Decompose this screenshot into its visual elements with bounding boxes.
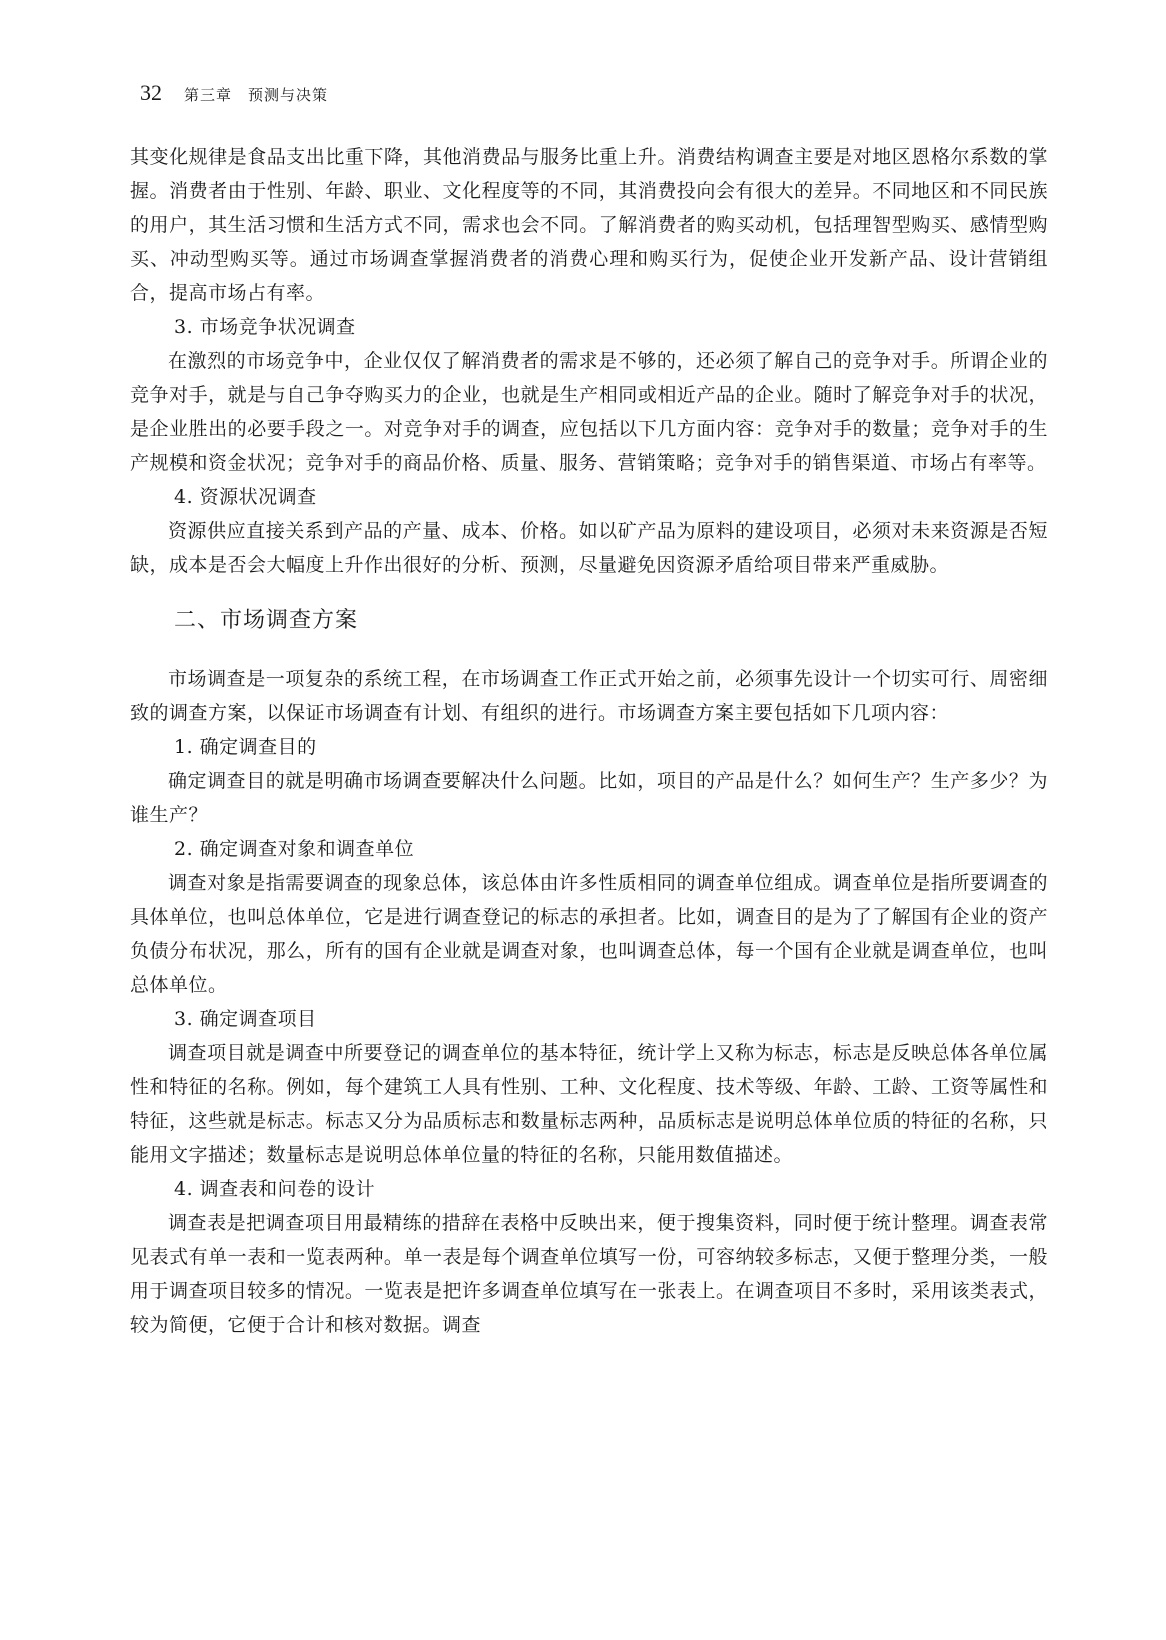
paragraph-competition: 在激烈的市场竞争中，企业仅仅了解消费者的需求是不够的，还必须了解自己的竞争对手。所谓企业的竞争对手，就是与自己争夺购买力的企业，也就是生产相同或相近产品的企业。随时了解竞争对手的状况，是企业胜出的必要手段之一。对竞争对手的调查，应包括以下几方面内容：竞争对手的数量；竞争对手的生产规模和资金状况；竞争对手的商品价格、质量、服务、营销策略；竞争对手的销售渠道、市场占有率等。 <box>130 350 1048 474</box>
chapter-title: 第三章 预测与决策 <box>184 86 329 104</box>
paragraph-resources: 资源供应直接关系到产品的产量、成本、价格。如以矿产品为原料的建设项目，必须对未来资源是否短缺，成本是否会大幅度上升作出很好的分析、预测，尽量避免因资源矛盾给项目带来严重威胁。 <box>130 520 1048 576</box>
body-text <box>130 140 1048 1342</box>
page-number: 32 <box>140 80 162 105</box>
section-heading-survey-plan: 二、市场调查方案 <box>174 608 359 633</box>
paragraph-survey-items: 调查项目就是调查中所要登记的调查单位的基本特征，统计学上又称为标志，标志是反映总体各单位属性和特征的名称。例如，每个建筑工人具有性别、工种、文化程度、技术等级、年龄、工龄、工资等属性和特征，这些就是标志。标志又分为品质标志和数量标志两种，品质标志是说明总体单位质的特征的名称，只能用文字描述；数量标志是说明总体单位量的特征的名称，只能用数值描述。 <box>130 1042 1048 1166</box>
page-header <box>140 80 328 114</box>
paragraph-survey-plan-intro: 市场调查是一项复杂的系统工程，在市场调查工作正式开始之前，必须事先设计一个切实可行、周密细致的调查方案，以保证市场调查有计划、有组织的进行。市场调查方案主要包括如下几项内容： <box>130 668 1048 724</box>
paragraph-questionnaire-design: 调查表是把调查项目用最精练的措辞在表格中反映出来，便于搜集资料，同时便于统计整理。调查表常见表式有单一表和一览表两种。单一表是每个调查单位填写一份，可容纳较多标志，又便于整理分类，一般用于调查项目较多的情况。一览表是把许多调查单位填写在一张表上。在调查项目不多时，采用该类表式，较为简便，它便于合计和核对数据。调查 <box>130 1212 1048 1336</box>
subheading-survey-purpose: 1. 确定调查目的 <box>174 736 317 758</box>
subheading-survey-object-unit: 2. 确定调查对象和调查单位 <box>174 838 415 860</box>
subheading-competition-survey: 3. 市场竞争状况调查 <box>174 316 356 338</box>
subheading-resource-survey: 4. 资源状况调查 <box>174 486 317 508</box>
paragraph-consumption-structure: 其变化规律是食品支出比重下降，其他消费品与服务比重上升。消费结构调查主要是对地区恩格尔系数的掌握。消费者由于性别、年龄、职业、文化程度等的不同，其消费投向会有很大的差异。不同地区和不同民族的用户，其生活习惯和生活方式不同，需求也会不同。了解消费者的购买动机，包括理智型购买、感情型购买、冲动型购买等。通过市场调查掌握消费者的消费心理和购买行为，促使企业开发新产品、设计营销组合，提高市场占有率。 <box>130 146 1048 304</box>
paragraph-survey-object-unit: 调查对象是指需要调查的现象总体，该总体由许多性质相同的调查单位组成。调查单位是指所要调查的具体单位，也叫总体单位，它是进行调查登记的标志的承担者。比如，调查目的是为了了解国有企业的资产负债分布状况，那么，所有的国有企业就是调查对象，也叫调查总体，每一个国有企业就是调查单位，也叫总体单位。 <box>130 872 1048 996</box>
paragraph-survey-purpose: 确定调查目的就是明确市场调查要解决什么问题。比如，项目的产品是什么？如何生产？生产多少？为谁生产？ <box>130 770 1048 826</box>
subheading-questionnaire-design: 4. 调查表和问卷的设计 <box>174 1178 376 1200</box>
subheading-survey-items: 3. 确定调查项目 <box>174 1008 317 1030</box>
